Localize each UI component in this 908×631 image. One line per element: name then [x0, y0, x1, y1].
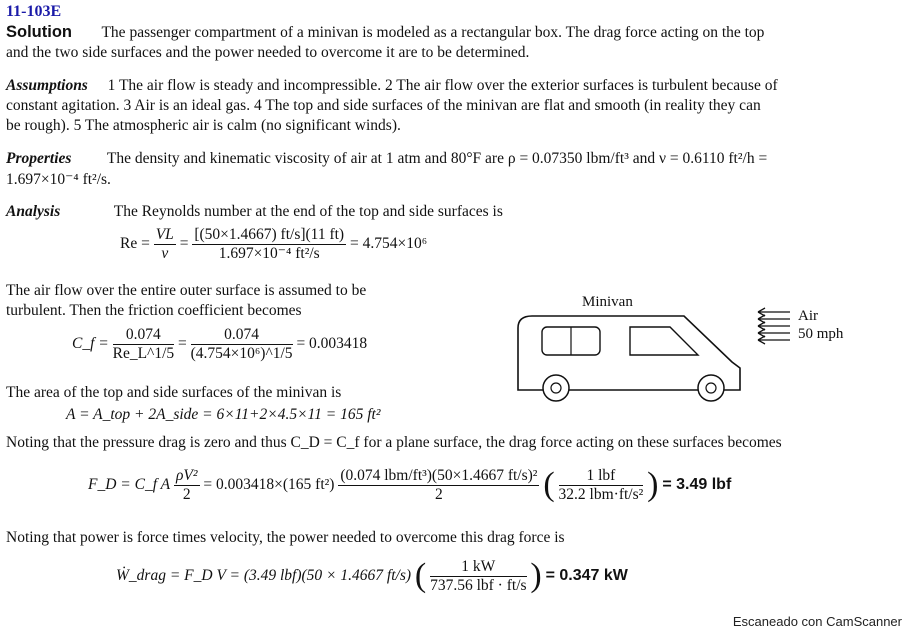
re-lhs: Re = — [120, 234, 150, 252]
re-fraction-2 — [192, 226, 346, 263]
cf-frac1-den: Re_L^1/5 — [112, 344, 175, 362]
drag-force-equation — [88, 467, 731, 504]
solution-heading: Solution — [6, 23, 72, 41]
van-wheel-front — [698, 375, 724, 401]
problem-number: 11-103E — [6, 3, 62, 20]
speed-label: 50 mph — [798, 326, 844, 342]
properties-line2: 1.697×10⁻⁴ ft²/s. — [6, 171, 111, 188]
assumptions-label: Assumptions — [6, 77, 88, 94]
fd-frac1-den: 2 — [182, 485, 191, 503]
re-frac2-num: [(50×1.4667) ft/s](11 ft) — [194, 226, 345, 243]
cf-fraction-1 — [113, 326, 175, 363]
cf-equation — [72, 326, 367, 363]
re-eq1: = — [179, 234, 189, 252]
cf-frac2-num: 0.074 — [191, 326, 293, 345]
footer-watermark: Escaneado con CamScanner — [732, 614, 902, 629]
re-result: = 4.754×10⁶ — [349, 234, 428, 252]
analysis-intro-row — [6, 203, 503, 221]
area-equation: A = A_top + 2A_side = 6×11+2×4.5×11 = 165 ft² — [66, 406, 381, 423]
analysis-label: Analysis — [6, 203, 61, 220]
turbulent-line1: The air flow over the entire outer surface is assumed to be — [6, 282, 367, 299]
cf-frac1-num: 0.074 — [113, 326, 175, 345]
assumptions-line2: constant agitation. 3 Air is an ideal gas. 4 The top and side surfaces of the minivan are flat and smooth (in reality they can — [6, 97, 761, 114]
assumptions-line1-row — [6, 77, 778, 95]
fd-frac2-num: (0.074 lbm/ft³)(50×1.4667 ft/s)² — [340, 467, 538, 484]
properties-label: Properties — [6, 150, 72, 167]
cf-result: = 0.003418 — [296, 334, 368, 352]
analysis-intro: The Reynolds number at the end of the top and side surfaces is — [113, 203, 503, 220]
reynolds-equation — [120, 226, 427, 263]
assumptions-line1: 1 The air flow is steady and incompressible. 2 The air flow over the exterior surfaces is turbulent because of — [107, 77, 778, 94]
fd-fraction-1 — [174, 467, 200, 504]
van-wheel-rear — [543, 375, 569, 401]
power-equation — [116, 558, 628, 595]
figure-title: Minivan — [582, 294, 633, 310]
re-frac1-den: ν — [161, 244, 169, 262]
cf-eq1: = — [178, 334, 187, 352]
fd-mid: = 0.003418×(165 ft²) — [203, 475, 335, 493]
w-right-paren: ) — [530, 557, 542, 595]
assumptions-line3: be rough). 5 The atmospheric air is calm (no significant winds). — [6, 117, 401, 134]
solution-text-line2: and the two side surfaces and the power needed to overcome it are to be determined. — [6, 44, 530, 61]
fd-frac3-den: 32.2 lbm·ft/s² — [558, 485, 644, 503]
w-frac-num: 1 kW — [430, 558, 526, 577]
w-fraction — [430, 558, 526, 595]
air-label: Air — [798, 308, 818, 324]
w-frac-den: 737.56 lbf · ft/s — [430, 576, 527, 594]
power-intro: Noting that power is force times velocity, the power needed to overcome this drag force is — [6, 529, 565, 546]
fd-frac3-num: 1 lbf — [559, 467, 644, 486]
re-frac1-num: VL — [155, 226, 174, 243]
properties-line1: The density and kinematic viscosity of air at 1 atm and 80°F are ρ = 0.07350 lbm/ft³ and ν = 0.6110 ft²/h = — [106, 150, 768, 167]
fd-frac1-num: ρV² — [175, 467, 198, 484]
properties-line1-row — [6, 150, 767, 168]
cf-lhs: C_f = — [72, 334, 109, 352]
drag-intro: Noting that the pressure drag is zero and thus C_D = C_f for a plane surface, the drag force acting on these surfaces becomes — [6, 434, 782, 451]
re-frac2-den: 1.697×10⁻⁴ ft²/s — [218, 244, 320, 262]
minivan-drawing — [508, 290, 898, 410]
area-intro: The area of the top and side surfaces of the minivan is — [6, 384, 342, 401]
solution-text-line1: The passenger compartment of a minivan is modeled as a rectangular box. The drag force acting on the top — [101, 24, 765, 41]
fd-fraction-2 — [338, 467, 539, 504]
fd-fraction-3 — [559, 467, 644, 504]
w-lhs: Ẇ_drag = F_D V = (3.49 lbf)(50 × 1.4667 ft/s) — [116, 566, 412, 584]
fd-frac2-den: 2 — [435, 485, 443, 503]
fd-left-paren: ( — [543, 466, 555, 504]
re-fraction-1 — [154, 226, 176, 263]
solution-paragraph — [6, 23, 764, 42]
fd-result: = 3.49 lbf — [662, 475, 732, 493]
w-result: = 0.347 kW — [545, 566, 628, 584]
w-left-paren: ( — [414, 557, 427, 595]
fd-right-paren: ) — [647, 466, 659, 504]
cf-fraction-2 — [191, 326, 293, 363]
cf-frac2-den: (4.754×10⁶)^1/5 — [190, 344, 293, 362]
air-flow-arrows — [758, 308, 790, 344]
minivan-figure — [508, 290, 898, 410]
fd-lhs: F_D = C_f A — [88, 475, 171, 493]
turbulent-line2: turbulent. Then the friction coefficient becomes — [6, 302, 302, 319]
van-window-front — [630, 327, 698, 355]
